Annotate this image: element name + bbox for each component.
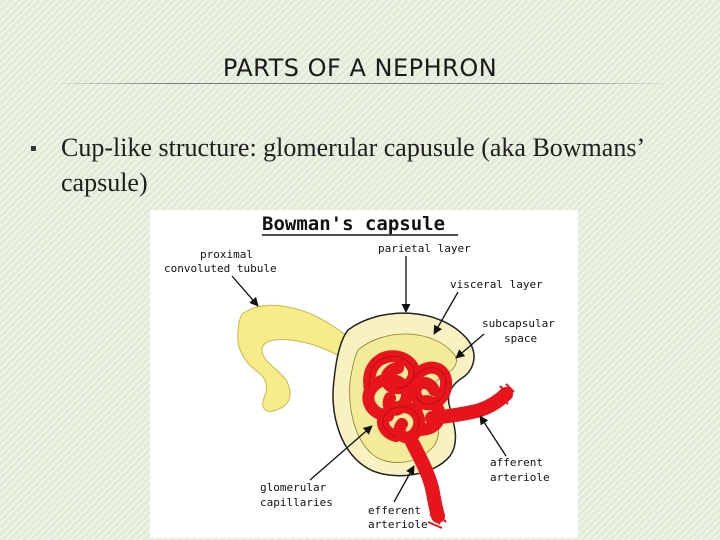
label-afferent-1: afferent xyxy=(490,456,543,469)
label-parietal: parietal layer xyxy=(378,242,471,255)
label-glomerular-1: glomerular xyxy=(260,481,327,494)
label-subcapsular-1: subcapsular xyxy=(482,317,555,330)
label-proximal-1: proximal xyxy=(200,248,253,261)
label-efferent-2: arteriole xyxy=(368,518,428,531)
slide-title: PARTS OF A NEPHRON xyxy=(222,54,498,82)
bullet-text: Cup-like structure: glomerular capusule (aka Bowmans’ capsule) xyxy=(61,133,644,197)
arrow-afferent xyxy=(480,416,506,456)
label-proximal-2: convoluted tubule xyxy=(164,262,277,275)
label-efferent-1: efferent xyxy=(368,504,421,517)
label-afferent-2: arteriole xyxy=(490,471,550,484)
figure-heading: Bowman's capsule xyxy=(262,213,446,235)
bullet-marker-icon: ▪ xyxy=(30,143,37,154)
nephron-diagram xyxy=(150,210,578,538)
bowmans-capsule-figure xyxy=(150,210,578,538)
title-divider xyxy=(48,83,672,84)
label-visceral: visceral layer xyxy=(450,278,543,291)
label-subcapsular-2: space xyxy=(504,332,538,345)
label-glomerular-2: capillaries xyxy=(260,496,333,509)
arrow-proximal xyxy=(232,276,258,306)
